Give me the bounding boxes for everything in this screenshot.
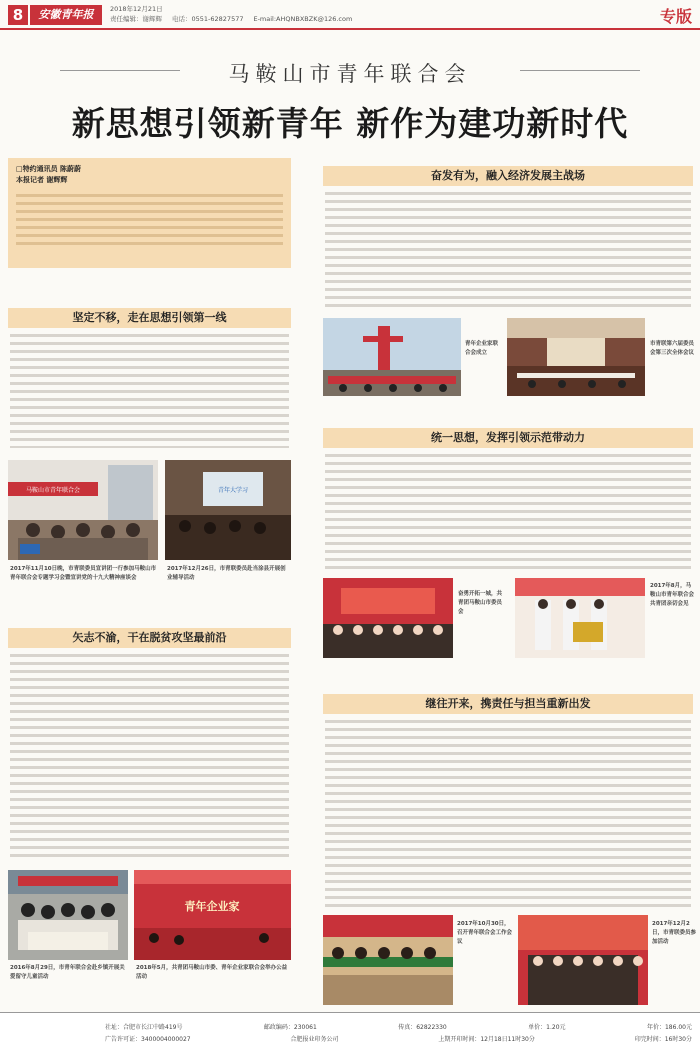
- photo-factory: [323, 318, 461, 396]
- text-block-1: [10, 334, 289, 448]
- footer-press-time: 上期开印时间：12月18日11时30分: [438, 1036, 535, 1043]
- section-head-4: 统一思想，发挥引领示范带动力: [323, 428, 693, 448]
- caption-5: 奋勇开拓一城，共青团马鞍山市委员会: [458, 591, 503, 615]
- photo-meeting-1: [8, 460, 158, 560]
- headline: 新思想引领新青年 新作为建功新时代: [71, 104, 629, 143]
- section-head-5: 继往开来，携责任与担当重新出发: [323, 694, 693, 714]
- photo-group: [518, 915, 648, 1005]
- byline-1: □特约通讯员 陈蔚蔚: [16, 165, 82, 173]
- phone: 电话：0551-62827577: [172, 15, 244, 23]
- photo-award: [515, 578, 645, 658]
- footer-postcode: 邮政编码：230061: [263, 1024, 317, 1031]
- photo-ceremony: [323, 578, 453, 658]
- masthead: [0, 0, 700, 30]
- photo-hall: [507, 318, 645, 396]
- section-head-3: 奋发有为，融入经济发展主战场: [323, 166, 693, 186]
- footer-license: 广告许可证：3400004000027: [105, 1036, 191, 1043]
- footer-finish-time: 印完时间：16时30分: [634, 1036, 692, 1043]
- caption-4: 市青联第六届委员会第三次全体会议: [650, 341, 695, 356]
- footer: [0, 1012, 700, 1049]
- banner-3-text: 青年企业家: [184, 900, 240, 913]
- editor: 责任编辑：谢辉辉: [110, 15, 162, 23]
- text-block-2: [10, 654, 289, 859]
- photo-stage: [134, 870, 291, 960]
- caption-1: 2017年11月10日晚，市青联委员宣讲团一行参加马鞍山市青年联合会专题学习会暨宣讲党的十九大精神座谈会: [10, 566, 157, 581]
- caption-2: 2017年12月26日，市青联委员赴当涂县开展创业辅导活动: [167, 566, 286, 581]
- intro-summary: [16, 194, 283, 249]
- section-head-2: 矢志不渝，干在脱贫攻坚最前沿: [8, 628, 291, 648]
- caption-9: 2017年10月30日，召开青年联合会工作会议: [457, 921, 513, 945]
- text-block-4: [325, 454, 691, 570]
- photo-lecture: [165, 460, 291, 560]
- footer-price: 单价：1.20元: [528, 1024, 566, 1031]
- caption-7: 2016年8月29日，市青年联合会赴乡镇开展关爱留守儿童活动: [10, 965, 125, 980]
- caption-8: 2018年5月，共青团马鞍山市委、青年企业家联合会举办公益活动: [136, 965, 288, 980]
- caption-3: 青年企业家联合会成立: [465, 341, 499, 356]
- issue-date: 2018年12月21日: [110, 5, 163, 13]
- screen-2-text: 青年大学习: [217, 487, 249, 494]
- byline-2: 本报记者 谢辉辉: [16, 176, 68, 184]
- caption-6: 2017年8月，马鞍山市青年联合会共青团亲切会见: [650, 583, 695, 607]
- intro-box: [8, 158, 291, 268]
- text-block-3: [325, 192, 691, 312]
- column-tag: 专版: [659, 7, 692, 26]
- newspaper-logo: 安徽青年报: [30, 5, 102, 25]
- organization-title: 马鞍山市青年联合会: [228, 62, 472, 86]
- footer-address: 社址：合肥市长江中路419号: [105, 1024, 183, 1031]
- footer-annual-price: 年价：186.00元: [646, 1024, 692, 1031]
- email: E-mail:AHQNBXBZK@126.com: [253, 15, 353, 23]
- caption-10: 2017年12月2日，市青联委员参加活动: [652, 921, 697, 945]
- masthead-info: [110, 4, 352, 24]
- banner-1-text: 马鞍山市青年联合会: [25, 487, 81, 494]
- text-block-5: [325, 720, 691, 910]
- section-head-1: 坚定不移，走在思想引领第一线: [8, 308, 291, 328]
- page-number: 8: [8, 5, 28, 25]
- footer-printer: 合肥报业印务公司: [290, 1036, 339, 1043]
- footer-fax: 传真：62822330: [398, 1024, 447, 1031]
- photo-conference: [323, 915, 453, 1005]
- photo-children: [8, 870, 128, 960]
